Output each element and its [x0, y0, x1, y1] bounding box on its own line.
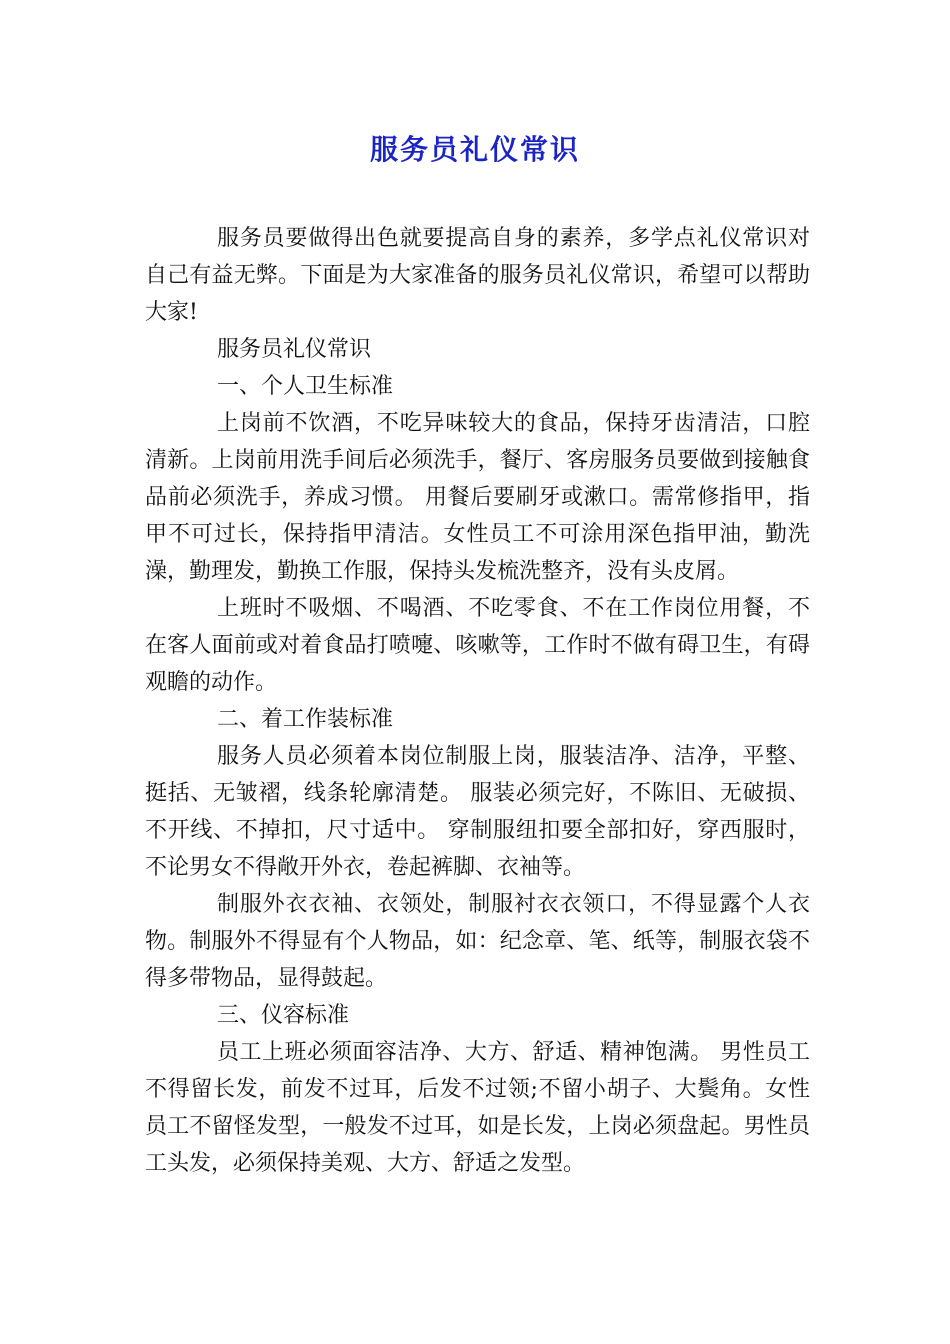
section-heading-appearance: 三、仪容标准: [217, 1003, 350, 1028]
paragraph-hygiene-2: 上班时不吸烟、不喝酒、不吃零食、不在工作岗位用餐，不在客人面前或对着食品打喷嚏、咳嗽等，工作时不做有碍卫生，有碍观瞻的动作。: [145, 596, 810, 695]
section-heading-personal-hygiene: 一、个人卫生标准: [217, 374, 394, 399]
section-heading-uniform: 二、着工作装标准: [217, 707, 394, 732]
page-title: 服务员礼仪常识: [369, 133, 580, 166]
paragraph-uniform-1: 服务人员必须着本岗位制服上岗，服装洁净、洁净，平整、挺括、无皱褶，线条轮廓清楚。 服装必须完好，不陈旧、无破损、不开线、不掉扣，尺寸适中。 穿制服纽扣要全部扣好，穿西服时，不论男女不得敞开外衣，卷起裤脚、衣袖等。: [145, 744, 810, 880]
paragraph-uniform-2: 制服外衣衣袖、衣领处，制服衬衣衣领口，不得显露个人衣物。制服外不得显有个人物品，如：纪念章、笔、纸等，制服衣袋不得多带物品，显得鼓起。: [145, 892, 810, 991]
document-body: [145, 220, 810, 1182]
paragraph-appearance-1: 员工上班必须面容洁净、大方、舒适、精神饱满。 男性员工不得留长发，前发不过耳，后发不过领;不留小胡子、大鬓角。女性员工不留怪发型，一般发不过耳，如是长发，上岗必须盘起。男性员工头发，必须保持美观、大方、舒适之发型。: [145, 1040, 810, 1176]
paragraph-hygiene-1: 上岗前不饮酒，不吃异味较大的食品，保持牙齿清洁，口腔清新。上岗前用洗手间后必须洗手，餐厅、客房服务员要做到接触食品前必须洗手，养成习惯。 用餐后要刷牙或漱口。需常修指甲，指甲不可过长，保持指甲清洁。女性员工不可涂用深色指甲油，勤洗澡，勤理发，勤换工作服，保持头发梳洗整齐，没有头皮屑。: [145, 411, 810, 584]
subtitle-line: 服务员礼仪常识: [217, 337, 372, 362]
intro-paragraph: 服务员要做得出色就要提高自身的素养，多学点礼仪常识对自己有益无弊。下面是为大家准备的服务员礼仪常识，希望可以帮助大家!: [145, 226, 810, 325]
